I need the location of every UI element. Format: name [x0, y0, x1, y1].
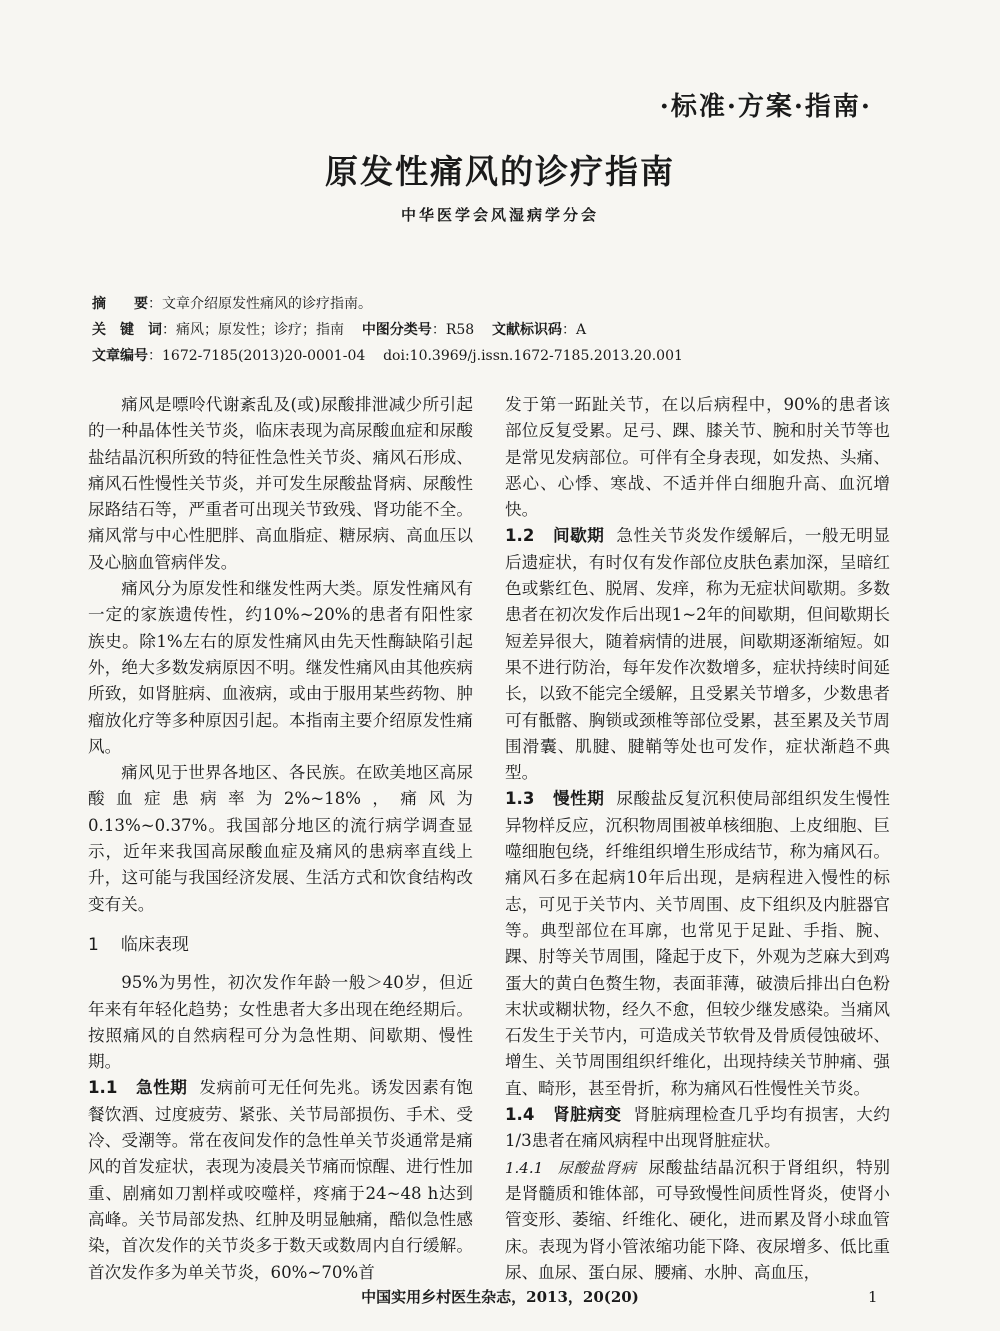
- keywords-row: 关 键 词：痛风；原发性；诊疗；指南 中图分类号：R58 文献标识码：A: [92, 322, 587, 338]
- subsection-heading: [505, 1105, 622, 1124]
- body-paragraph: 95%为男性，初次发作年龄一般＞40岁，但近年来有年轻化趋势；女性患者大多出现在绝经期后。按照痛风的自然病程可分为急性期、间歇期、慢性期。: [88, 973, 473, 1072]
- subsection-paragraph: [505, 523, 890, 786]
- body-text: 尿酸盐反复沉积使局部组织发生慢性异物样反应，沉积物周围被单核细胞、上皮细胞、巨噬细胞包绕，纤维组织增生形成结节，称为痛风石。痛风石多在起病10年后出现，是病程进入慢性的标志，可见于关节内、关节周围、皮下组织及内脏器官等。典型部位在耳廓，也常见于足趾、手指、腕、踝、肘等关节周围，隆起于皮下，外观为芝麻大到鸡蛋大的黄白色赘生物，表面菲薄，破溃后排出白色粉末状或糊状物，经久不愈，但较少继发感染。当痛风石发生于关节内，可造成关节软骨及骨质侵蚀破坏、增生、关节周围组织纤维化，出现持续关节肿痛、强直、畸形，甚至骨折，称为痛风石性慢性关节炎。: [505, 789, 890, 1098]
- clc-value: R58: [445, 322, 475, 338]
- body-paragraph: 痛风是嘌呤代谢紊乱及(或)尿酸排泄减少所引起的一种晶体性关节炎，临床表现为高尿酸血症和尿酸盐结晶沉积所致的特征性急性关节炎、痛风石形成、痛风石性慢性关节炎，并可发生尿酸盐肾病、尿酸性尿路结石等，严重者可出现关节致残、肾功能不全。痛风常与中心性肥胖、高血脂症、糖尿病、高血压以及心脑血管病伴发。: [88, 395, 473, 572]
- page-number: 1: [868, 1288, 878, 1306]
- section-header: ·标准·方案·指南·: [659, 92, 872, 122]
- body-paragraph: 痛风见于世界各地区、各民族。在欧美地区高尿酸血症患病率为2%~18%，痛风为0.13%~0.37%。我国部分地区的流行病学调查显示，近年来我国高尿酸血症及痛风的患病率直线上升，这可能与我国经济发展、生活方式和饮食结构改变有关。: [88, 763, 473, 914]
- subsection-title: 慢性期: [552, 789, 605, 809]
- subsection-number: 1.3: [505, 789, 535, 809]
- subsection-number: 1.4: [505, 1105, 535, 1125]
- left-column: [88, 392, 473, 1286]
- article-no-row: 文章编号：1672-7185(2013)20-0001-04 doi:10.3969/j.issn.1672-7185.2013.20.001: [92, 348, 683, 364]
- article-no-value: 1672-7185(2013)20-0001-04: [162, 348, 366, 364]
- article-title: 原发性痛风的诊疗指南: [325, 152, 675, 191]
- subsection-heading: [505, 789, 604, 808]
- subsubsection-number: 1.4.1: [505, 1158, 544, 1177]
- subsection-title: 肾脏病变: [552, 1105, 622, 1125]
- body-text: 发病前可无任何先兆。诱发因素有饱餐饮酒、过度疲劳、紧张、关节局部损伤、手术、受冷、受潮等。常在夜间发作的急性单关节炎通常是痛风的首发症状，表现为凌晨关节痛而惊醒、进行性加重、剧痛如刀割样或咬噬样，疼痛于24~48 h达到高峰。关节局部发热、红肿及明显触痛，酷似急性感染，首次发作的关节炎多于数天或数周内自行缓解。首次发作多为单关节炎，60%~70%首: [88, 1078, 473, 1282]
- subsubsection-heading: [505, 1159, 636, 1177]
- doc-code-label: 文献标识码: [491, 322, 562, 338]
- subsection-paragraph: [88, 1075, 473, 1285]
- subsection-title: 间歇期: [552, 526, 605, 546]
- keywords-text: 痛风；原发性；诊疗；指南: [176, 322, 344, 338]
- article-meta: [92, 291, 683, 369]
- abstract-row: 摘 要：文章介绍原发性痛风的诊疗指南。: [92, 296, 372, 312]
- subsection-paragraph: [505, 1102, 890, 1155]
- body-text: 肾脏病理检查几乎均有损害，大约1/3患者在痛风病程中出现肾脏症状。: [505, 1105, 891, 1151]
- abstract-text: 文章介绍原发性痛风的诊疗指南。: [162, 296, 372, 312]
- subsection-paragraph: [505, 786, 890, 1102]
- body-text: 尿酸盐结晶沉积于肾组织，特别是肾髓质和锥体部，可导致慢性间质性肾炎，使肾小管变形、萎缩、纤维化、硬化，进而累及肾小球血管床。表现为肾小管浓缩功能下降、夜尿增多、低比重尿、血尿、蛋白尿、腰痛、水肿、高血压，: [505, 1157, 890, 1282]
- body-paragraph: 发于第一跖趾关节，在以后病程中，90%的患者该部位反复受累。足弓、踝、膝关节、腕和肘关节等也是常见发病部位。可伴有全身表现，如发热、头痛、恶心、心悸、寒战、不适并伴白细胞升高、血沉增快。: [505, 395, 890, 520]
- article-author: 中华医学会风湿病学分会: [400, 206, 599, 224]
- body-text: 急性关节炎发作缓解后，一般无明显后遗症状，有时仅有发作部位皮肤色素加深，呈暗红色或紫红色、脱屑、发痒，称为无症状间歇期。多数患者在初次发作后出现1~2年的间歇期，但间歇期长短差异很大，随着病情的进展，间歇期逐渐缩短。如果不进行防治，每年发作次数增多，症状持续时间延长，以致不能完全缓解，且受累关节增多，少数患者可有骶髂、胸锁或颈椎等部位受累，甚至累及关节周围滑囊、肌腱、腱鞘等处也可发作，症状渐趋不典型。: [505, 526, 890, 783]
- subsubsection-title: 尿酸盐肾病: [557, 1158, 637, 1177]
- subsection-number: 1.1: [88, 1078, 118, 1098]
- subsection-number: 1.2: [505, 526, 535, 546]
- subsection-paragraph: [505, 1155, 890, 1286]
- subsection-heading: [505, 526, 604, 545]
- section-number: 1: [88, 934, 99, 955]
- body-paragraph: 痛风分为原发性和继发性两大类。原发性痛风有一定的家族遗传性，约10%~20%的患者有阳性家族史。除1%左右的原发性痛风由先天性酶缺陷引起外，绝大多数发病原因不明。继发性痛风由其他疾病所致，如肾脏病、血液病，或由于服用某些药物、肿瘤放化疗等多种原因引起。本指南主要介绍原发性痛风。: [88, 579, 473, 756]
- doi-value: doi:10.3969/j.issn.1672-7185.2013.20.001: [383, 348, 683, 364]
- abstract-label: 摘 要: [92, 296, 148, 312]
- subsection-title: 急性期: [135, 1078, 188, 1098]
- subsection-heading: [88, 1078, 187, 1097]
- section-heading: [88, 932, 473, 958]
- section-title: 临床表现: [120, 934, 189, 955]
- doc-code-value: A: [575, 322, 587, 338]
- keywords-label: 关 键 词: [92, 322, 162, 338]
- clc-label: 中图分类号: [361, 322, 432, 338]
- journal-footer: 中国实用乡村医生杂志，2013，20(20): [361, 1288, 639, 1306]
- right-column: [505, 392, 890, 1286]
- article-no-label: 文章编号: [92, 348, 148, 364]
